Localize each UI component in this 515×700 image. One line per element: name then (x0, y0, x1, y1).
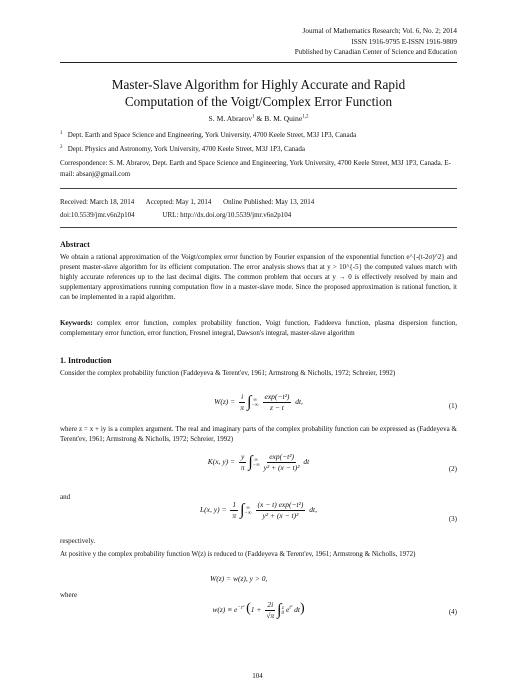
doi-line (60, 211, 291, 219)
header-rule (60, 62, 457, 63)
keywords-text: complex error function, complex probability function, Voigt function, Faddeeva function, plasma dispersion function, complementary error function, error function, Fresnel integral, Dawson's integral, master-slave algorithm (60, 319, 457, 337)
equation-reduced: W(z) = w(z), y > 0, (210, 574, 268, 583)
date-received: Received: March 18, 2014 (60, 198, 135, 206)
divider-1 (60, 188, 457, 189)
equation-1-number: (1) (448, 402, 457, 410)
publisher-line: Published by Canadian Center of Science and Education (294, 48, 457, 56)
intro-paragraph-3: At positive y the complex probability function W(z) is reduced to (Faddeyeva & Terent'ev, 1961; Armstrong & Nicholls, 1972) (60, 550, 416, 558)
equation-4-number: (4) (448, 608, 457, 616)
section-heading-introduction: 1. Introduction (60, 356, 112, 365)
date-accepted: Accepted: May 1, 2014 (145, 198, 212, 206)
keywords-label: Keywords: (60, 319, 93, 327)
affiliation-1: $^1$ Dept. Earth and Space Science and Engineering, York University, 4700 Keele Street, M3J 1P3, Canada (60, 130, 357, 139)
intro-paragraph-2: where z = x + iy is a complex argument. The real and imaginary parts of the complex probability function can be expressed as (Faddeyeva & Terent'ev, 1961; Armstrong & Nicholls, 1972; Schreier, 1992) (60, 425, 457, 443)
intro-paragraph-1: Consider the complex probability function (Faddeyeva & Terent'ev, 1961; Armstrong & Nicholls, 1972; Schreier, 1992) (60, 369, 396, 377)
text-and: and (60, 493, 71, 501)
issn-line: ISSN 1916-9795 E-ISSN 1916-9809 (351, 37, 457, 46)
equation-2-number: (2) (448, 465, 457, 473)
text-where: where (60, 591, 78, 599)
title-line-1: Master-Slave Algorithm for Highly Accurate and Rapid (111, 77, 406, 92)
author-2-sup: 1,2 (302, 114, 309, 120)
text-respectively: respectively. (60, 537, 96, 545)
running-header (295, 26, 457, 58)
abstract-text: We obtain a rational approximation of the Voigt/complex error function by Fourier expansion of the exponential function e^{-(t-2σ)^2} and present master-slave algorithm for its efficient computation. The error analysis shows that at y > 10^{-5} the computed values match with highly accurate references up to the last decimal digits. The common problem that occurs at y → 0 is effectively resolved by main and supplementary approximations running computation flow in a master-slave mode. Since the proposed approximation is rational function, it can be implemented in a rapid algorithm. (60, 253, 457, 301)
affiliation-2-text: Dept. Physics and Astronomy, York University, 4700 Keele Street, M3J 1P3, Canada (67, 145, 306, 153)
equation-3-number: (3) (448, 515, 457, 523)
author-1: S. M. Abrarov (208, 114, 252, 123)
title-line-2: Computation of the Voigt/Complex Error Function (124, 94, 393, 109)
equation-1: W(z) = $\frac{i}{\pi}$ ∫ ∞ −∞ $\frac{\text{exp(−t²)}}{z - t}$ dt, (214, 392, 303, 412)
publication-dates (60, 198, 324, 206)
equation-4: $w(z) \equiv e^{-z^2}$ (1 + $\frac{2i}{√\pi}$ ∫ z 0 $e^{t^2}$ dt) (212, 600, 305, 620)
paper-title (60, 76, 457, 110)
date-published: Online Published: May 13, 2014 (223, 198, 315, 206)
journal-line: Journal of Mathematics Research; Vol. 6, No. 2; 2014 (302, 27, 457, 35)
affiliation-1-text: Dept. Earth and Space Science and Engineering, York University, 4700 Keele Street, M3J 1P3, Canada (67, 131, 357, 139)
doi: doi:10.5539/jmr.v6n2p104 (60, 211, 135, 219)
doi-url-link[interactable]: URL: http://dx.doi.org/10.5539/jmr.v6n2p104 (162, 211, 292, 219)
affiliation-2: $^2$ Dept. Physics and Astronomy, York University, 4700 Keele Street, M3J 1P3, Canada (60, 144, 306, 153)
keywords (60, 318, 457, 338)
page-number: 104 (252, 672, 263, 680)
correspondence: Correspondence: S. M. Abrarov, Dept. Earth and Space Science and Engineering, York University, 4700 Keele Street, M3J 1P3, Canada. E-mail: absanj@gmail.com (60, 159, 451, 178)
divider-2 (60, 227, 457, 228)
author-1-sup: 1 (252, 114, 255, 120)
abstract-heading: Abstract (60, 240, 90, 249)
author-2: B. M. Quine (264, 114, 303, 123)
author-list (60, 114, 457, 123)
equation-3: L(x, y) = $\frac{1}{\pi}$ ∫ ∞ −∞ $\frac{\text{(x − t) exp(−t²)}}{\text{y² + (x − t)²}}$ dt, (200, 500, 317, 520)
author-separator: & (254, 114, 265, 123)
equation-2: K(x, y) = $\frac{y}{\pi}$ ∫ ∞ −∞ $\frac{\text{exp(−t²)}}{\text{y² + (x − t)²}}$ dt (207, 452, 310, 472)
